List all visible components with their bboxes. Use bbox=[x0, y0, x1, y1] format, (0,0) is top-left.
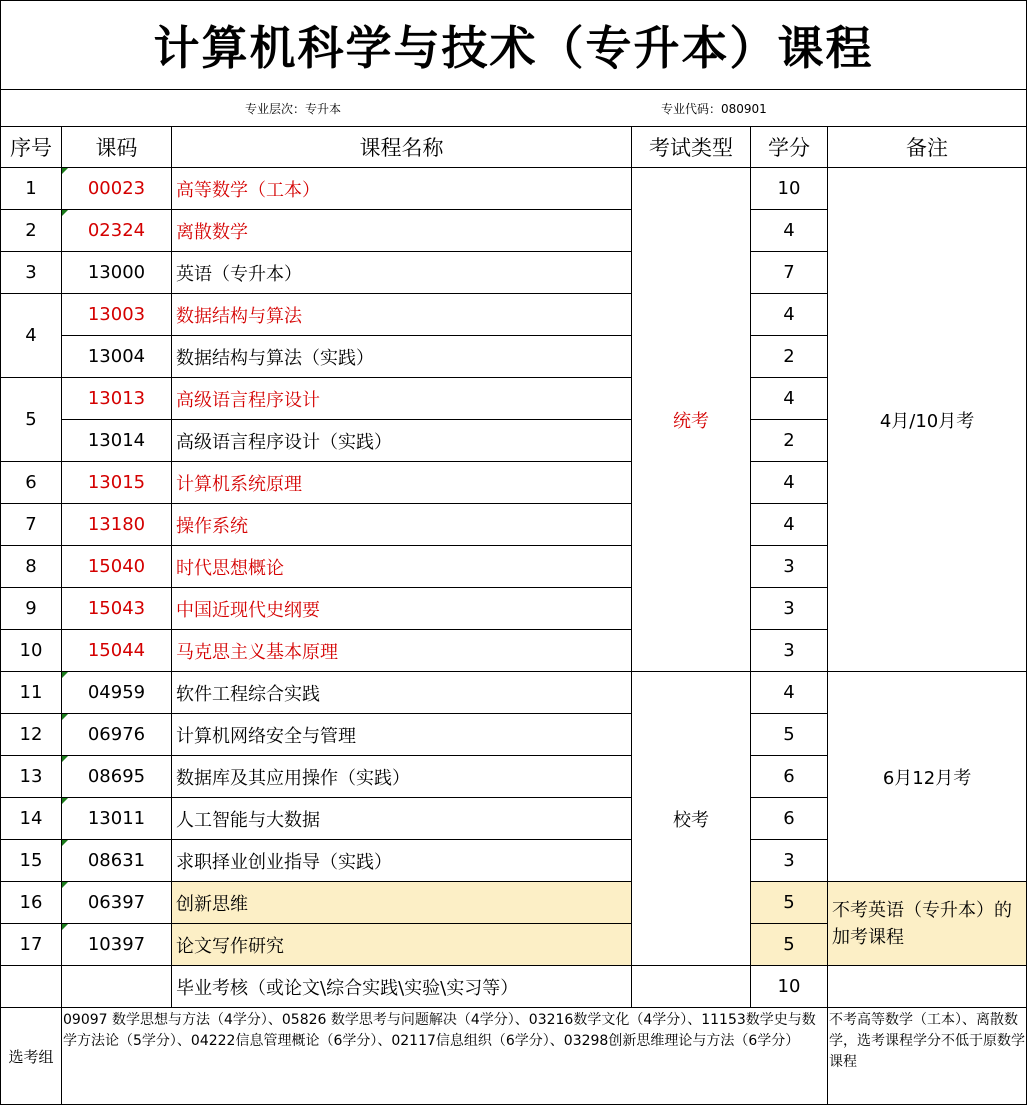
row-code: 06397 bbox=[62, 882, 172, 924]
row-credit: 2 bbox=[751, 336, 828, 378]
row-credit: 3 bbox=[751, 546, 828, 588]
major-code: 专业代码：080901 bbox=[661, 102, 767, 116]
row-code: 13014 bbox=[62, 420, 172, 462]
note-jun: 6月12月考 bbox=[828, 672, 1027, 882]
row-no: 3 bbox=[1, 252, 62, 294]
row-credit: 4 bbox=[751, 672, 828, 714]
header-credit: 学分 bbox=[751, 127, 828, 168]
row-name: 高级语言程序设计 bbox=[172, 378, 632, 420]
row-no: 14 bbox=[1, 798, 62, 840]
exam-type-unified: 统考 bbox=[632, 168, 751, 672]
row-name: 数据结构与算法 bbox=[172, 294, 632, 336]
row-name: 马克思主义基本原理 bbox=[172, 630, 632, 672]
row-no: 6 bbox=[1, 462, 62, 504]
row-no: 11 bbox=[1, 672, 62, 714]
elective-label: 选考组 bbox=[1, 1008, 62, 1105]
row-name: 创新思维 bbox=[172, 882, 632, 924]
row-code: 04959 bbox=[62, 672, 172, 714]
row-name: 高级语言程序设计（实践） bbox=[172, 420, 632, 462]
graduation-credit: 10 bbox=[751, 966, 828, 1008]
header-row bbox=[1, 127, 1027, 168]
row-credit: 6 bbox=[751, 798, 828, 840]
row-code: 13003 bbox=[62, 294, 172, 336]
row-code: 13004 bbox=[62, 336, 172, 378]
row-credit: 5 bbox=[751, 714, 828, 756]
row-no: 9 bbox=[1, 588, 62, 630]
row-no: 8 bbox=[1, 546, 62, 588]
row-name: 高等数学（工本） bbox=[172, 168, 632, 210]
table-row bbox=[1, 168, 1027, 210]
note-apr-oct: 4月/10月考 bbox=[828, 168, 1027, 672]
row-code: 02324 bbox=[62, 210, 172, 252]
elective-courses: 09097 数学思想与方法（4学分）、05826 数学思考与问题解决（4学分）、03216数学文化（4学分）、11153数学史与数学方法论（5学分）、04222信息管理概论（6学分）、02117信息组织（6学分）、03298创新思维理论与方法（6学分） bbox=[62, 1008, 828, 1105]
row-name: 英语（专升本） bbox=[172, 252, 632, 294]
row-code: 13000 bbox=[62, 252, 172, 294]
row-code: 06976 bbox=[62, 714, 172, 756]
exam-type-school: 校考 bbox=[632, 672, 751, 966]
row-no: 5 bbox=[1, 378, 62, 462]
row-name: 计算机网络安全与管理 bbox=[172, 714, 632, 756]
row-code: 08631 bbox=[62, 840, 172, 882]
row-credit: 10 bbox=[751, 168, 828, 210]
row-name: 软件工程综合实践 bbox=[172, 672, 632, 714]
row-credit: 4 bbox=[751, 504, 828, 546]
header-exam-type: 考试类型 bbox=[632, 127, 751, 168]
table-row bbox=[1, 882, 1027, 924]
row-name: 操作系统 bbox=[172, 504, 632, 546]
row-name: 计算机系统原理 bbox=[172, 462, 632, 504]
row-no: 15 bbox=[1, 840, 62, 882]
row-credit: 3 bbox=[751, 630, 828, 672]
header-note: 备注 bbox=[828, 127, 1027, 168]
row-name: 数据库及其应用操作（实践） bbox=[172, 756, 632, 798]
graduation-name: 毕业考核（或论文\综合实践\实验\实习等） bbox=[172, 966, 632, 1008]
table-row bbox=[1, 672, 1027, 714]
row-credit: 5 bbox=[751, 882, 828, 924]
row-code: 08695 bbox=[62, 756, 172, 798]
row-code: 15040 bbox=[62, 546, 172, 588]
row-code: 15043 bbox=[62, 588, 172, 630]
header-no: 序号 bbox=[1, 127, 62, 168]
row-credit: 4 bbox=[751, 294, 828, 336]
graduation-note bbox=[828, 966, 1027, 1008]
row-no: 10 bbox=[1, 630, 62, 672]
graduation-no bbox=[1, 966, 62, 1008]
row-code: 13180 bbox=[62, 504, 172, 546]
row-code: 13013 bbox=[62, 378, 172, 420]
row-no: 16 bbox=[1, 882, 62, 924]
row-credit: 3 bbox=[751, 840, 828, 882]
row-name: 时代思想概论 bbox=[172, 546, 632, 588]
row-no: 2 bbox=[1, 210, 62, 252]
elective-row bbox=[1, 1008, 1027, 1105]
row-no: 17 bbox=[1, 924, 62, 966]
meta-row bbox=[1, 90, 1027, 127]
graduation-code bbox=[62, 966, 172, 1008]
row-code: 13011 bbox=[62, 798, 172, 840]
row-credit: 6 bbox=[751, 756, 828, 798]
page-title: 计算机科学与技术（专升本）课程 bbox=[1, 1, 1027, 90]
elective-note: 不考高等数学（工本）、离散数学，选考课程学分不低于原数学课程 bbox=[828, 1008, 1027, 1105]
row-name: 离散数学 bbox=[172, 210, 632, 252]
header-code: 课码 bbox=[62, 127, 172, 168]
row-name: 中国近现代史纲要 bbox=[172, 588, 632, 630]
graduation-exam-type bbox=[632, 966, 751, 1008]
row-no: 12 bbox=[1, 714, 62, 756]
row-code: 00023 bbox=[62, 168, 172, 210]
row-credit: 4 bbox=[751, 210, 828, 252]
row-credit: 4 bbox=[751, 378, 828, 420]
row-name: 数据结构与算法（实践） bbox=[172, 336, 632, 378]
row-credit: 3 bbox=[751, 588, 828, 630]
major-level: 专业层次：专升本 bbox=[245, 102, 342, 116]
row-name: 论文写作研究 bbox=[172, 924, 632, 966]
row-no: 7 bbox=[1, 504, 62, 546]
row-credit: 7 bbox=[751, 252, 828, 294]
header-name: 课程名称 bbox=[172, 127, 632, 168]
graduation-row bbox=[1, 966, 1027, 1008]
row-credit: 2 bbox=[751, 420, 828, 462]
row-no: 4 bbox=[1, 294, 62, 378]
row-name: 人工智能与大数据 bbox=[172, 798, 632, 840]
row-credit: 4 bbox=[751, 462, 828, 504]
row-name: 求职择业创业指导（实践） bbox=[172, 840, 632, 882]
row-code: 10397 bbox=[62, 924, 172, 966]
note-extra: 不考英语（专升本）的加考课程 bbox=[828, 882, 1027, 966]
row-code: 15044 bbox=[62, 630, 172, 672]
row-no: 13 bbox=[1, 756, 62, 798]
row-code: 13015 bbox=[62, 462, 172, 504]
row-no: 1 bbox=[1, 168, 62, 210]
row-credit: 5 bbox=[751, 924, 828, 966]
